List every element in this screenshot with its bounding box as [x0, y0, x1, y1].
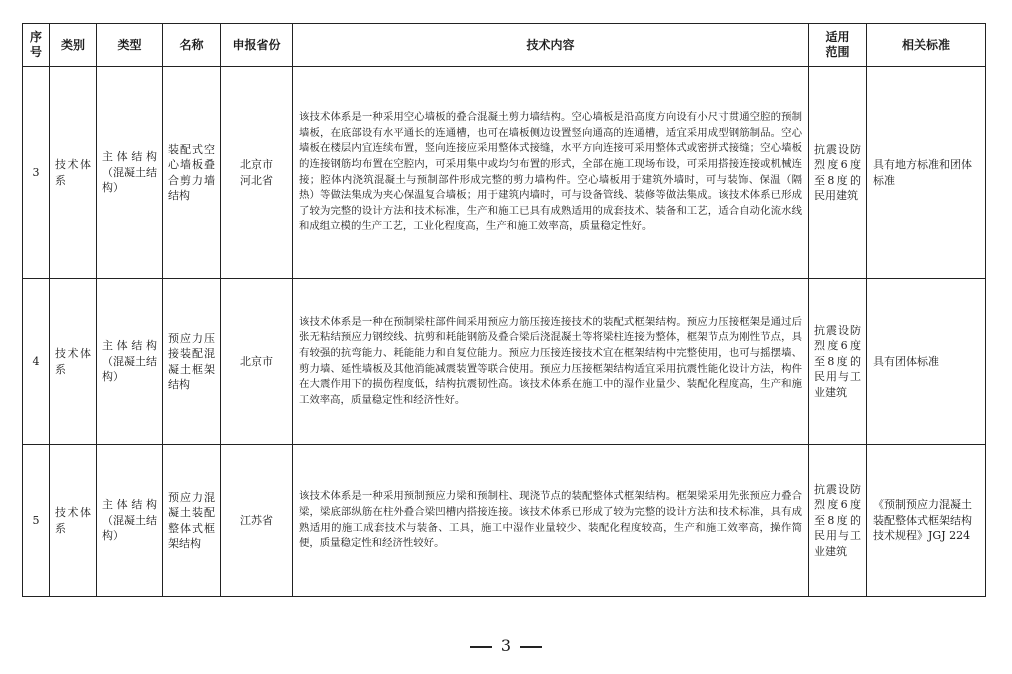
province-line: 北京市 [240, 354, 273, 368]
header-category: 类别 [50, 24, 97, 67]
header-content: 技术内容 [293, 24, 809, 67]
header-no: 序号 [23, 24, 50, 67]
row-scope: 抗震设防烈度6度至8度的民用与工业建筑 [809, 279, 867, 445]
header-province: 申报省份 [221, 24, 293, 67]
row-name: 预应力混凝土装配整体式框架结构 [163, 445, 221, 597]
row-content: 该技术体系是一种在预制梁柱部件间采用预应力筋压接连接技术的装配式框架结构。预应力压接框架是通过后张无粘结预应力钢绞线、抗剪和耗能钢筋及叠合梁后浇混凝土等将梁柱连接为整体，框架节点为刚性节点，具有较强的抗弯能力、耗能能力和自复位能力。预应力压接连接技术宜在框架结构中完整使用，也可与摇摆墙、剪力墙、延性墙板及其他消能减震装置等联合使用。预应力压接框架结构适宜采用抗震性能化设计方法，构件在大震作用下的损伤程度低，结构抗震韧性高。该技术体系在施工中的湿作业量少、装配化程度高，生产和施工效率高，质量稳定性和经济性好。 [293, 279, 809, 445]
row-category: 技术体系 [50, 445, 97, 597]
page-footer [0, 636, 1012, 655]
footer-dash-left [470, 646, 492, 648]
header-type: 类型 [97, 24, 163, 67]
row-standard: 具有地方标准和团体标准 [867, 67, 986, 279]
row-category: 技术体系 [50, 67, 97, 279]
row-no: 4 [23, 279, 50, 445]
row-name: 装配式空心墙板叠合剪力墙结构 [163, 67, 221, 279]
row-no: 3 [23, 67, 50, 279]
table-row [23, 67, 986, 279]
row-province [221, 445, 293, 597]
row-scope: 抗震设防烈度6度至8度的民用与工业建筑 [809, 445, 867, 597]
header-name: 名称 [163, 24, 221, 67]
table-row [23, 279, 986, 445]
province-line: 江苏省 [240, 513, 273, 527]
row-scope: 抗震设防烈度6度至8度的民用建筑 [809, 67, 867, 279]
row-type: 主体结构（混凝土结构） [97, 279, 163, 445]
row-province [221, 279, 293, 445]
row-standard: 《预制预应力混凝土装配整体式框架结构技术规程》JGJ 224 [867, 445, 986, 597]
row-content: 该技术体系是一种采用预制预应力梁和预制柱、现浇节点的装配整体式框架结构。框架梁采用先张预应力叠合梁，梁底部纵筋在柱外叠合梁凹槽内搭接连接。该技术体系已形成了较为完整的设计方法和技术标准，具有成熟适用的施工成套技术与装备、工具，施工中湿作业量较少、装配化程度较高，生产和施工效率高，操作简便，质量稳定性和经济性较好。 [293, 445, 809, 597]
header-scope: 适用范围 [809, 24, 867, 67]
row-type: 主体结构（混凝土结构） [97, 67, 163, 279]
row-no: 5 [23, 445, 50, 597]
row-province [221, 67, 293, 279]
footer-dash-right [520, 646, 542, 648]
page-number: 3 [500, 636, 512, 655]
row-name: 预应力压接装配混凝土框架结构 [163, 279, 221, 445]
province-line: 北京市 [240, 158, 273, 171]
row-standard: 具有团体标准 [867, 279, 986, 445]
technology-table [22, 23, 986, 597]
table-row [23, 445, 986, 597]
row-category: 技术体系 [50, 279, 97, 445]
header-standard: 相关标准 [867, 24, 986, 67]
row-content: 该技术体系是一种采用空心墙板的叠合混凝土剪力墙结构。空心墙板是沿高度方向设有小尺寸贯通空腔的预制墙板，在底部设有水平通长的连通槽，也可在墙板侧边设置竖向通高的连通槽，适宜采用成型钢筋制品。空心墙板在楼层内宜连续布置，竖向连接应采用整体式接缝，水平方向连接可采用整体式或密拼式接缝；空心墙板的连接钢筋均布置在空腔内，可采用集中或均匀布置的形式，全部在施工现场布设，可采用搭接连接或机械连接；腔体内浇筑混凝土与预制部件形成完整的剪力墙构件。空心墙板用于建筑外墙时，可与装饰、保温（隔热）等做法集成为夹心保温复合墙板；用于建筑内墙时，可与设备管线、装修等做法集成。该技术体系已形成了较为完整的设计方法和技术标准，生产和施工已具有成熟适用的成套技术、装备和工艺，适合自动化流水线和成组立模的生产工艺，工业化程度高，生产和施工效率高，质量稳定性好。 [293, 67, 809, 279]
province-line: 河北省 [240, 173, 273, 187]
row-type: 主体结构（混凝土结构） [97, 445, 163, 597]
header-row [23, 24, 986, 67]
